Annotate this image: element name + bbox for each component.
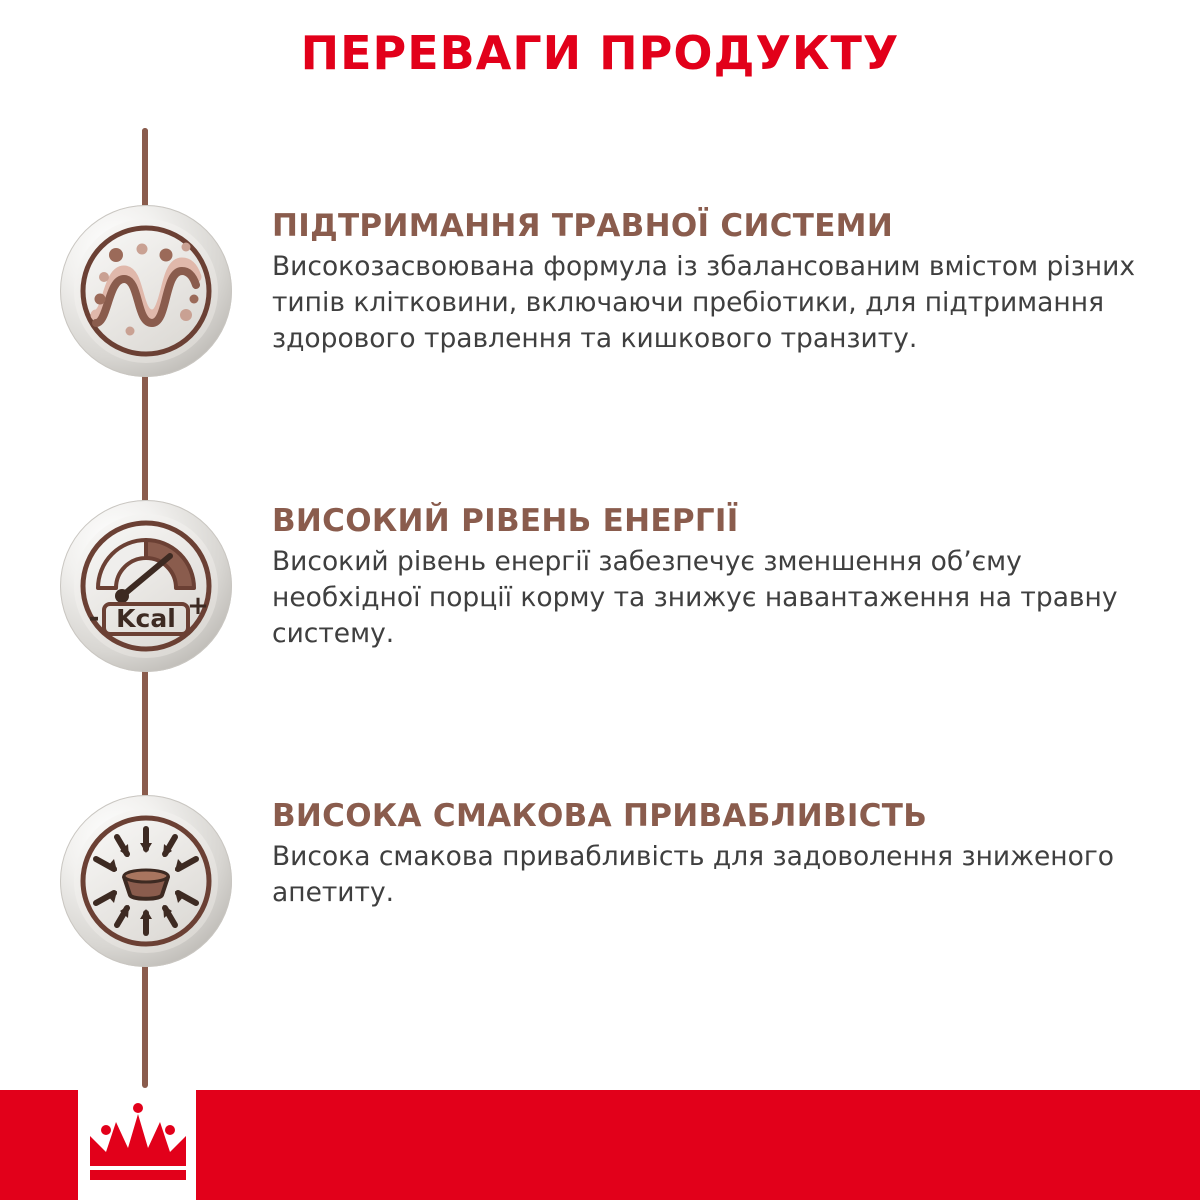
footer-bar <box>0 1090 1200 1200</box>
benefit-body: Висока смакова привабливість для задоволення зниженого апетиту. <box>272 841 1114 908</box>
footer-red-left <box>0 1090 78 1200</box>
page-title: ПЕРЕВАГИ ПРОДУКТУ <box>300 26 900 80</box>
benefit-text-energy <box>272 500 1142 651</box>
benefit-item-palatability <box>60 795 1170 967</box>
footer-red-right <box>196 1090 1200 1200</box>
svg-text:+: + <box>187 591 209 621</box>
svg-text:Kcal: Kcal <box>116 604 176 633</box>
palatability-bowl-glyph <box>74 809 218 953</box>
benefit-heading: ВИСОКА СМАКОВА ПРИВАБЛИВІСТЬ <box>272 798 928 834</box>
benefit-heading: ПІДТРИМАННЯ ТРАВНОЇ СИСТЕМИ <box>272 208 894 244</box>
digestive-support-glyph <box>74 219 218 363</box>
digestive-support-icon <box>60 205 232 377</box>
benefit-body: Високозасвоювана формула із збалансованим вмістом різних типів клітковини, включаючи пребіотики, для підтримання здорового травлення та кишкового транзиту. <box>272 251 1136 354</box>
svg-text:-: - <box>88 603 100 633</box>
royal-canin-crown-logo <box>82 1096 194 1194</box>
benefit-text-digestive <box>272 205 1142 356</box>
benefit-item-digestive <box>60 205 1170 377</box>
kcal-gauge-glyph <box>74 514 218 658</box>
benefit-item-energy <box>60 500 1170 672</box>
high-energy-kcal-icon <box>60 500 232 672</box>
high-palatability-icon <box>60 795 232 967</box>
benefit-text-palatability <box>272 795 1142 911</box>
benefit-body: Високий рівень енергії забезпечує зменшення об’єму необхідної порції корму та знижує навантаження на травну систему. <box>272 546 1118 649</box>
benefit-heading: ВИСОКИЙ РІВЕНЬ ЕНЕРГІЇ <box>272 503 739 539</box>
